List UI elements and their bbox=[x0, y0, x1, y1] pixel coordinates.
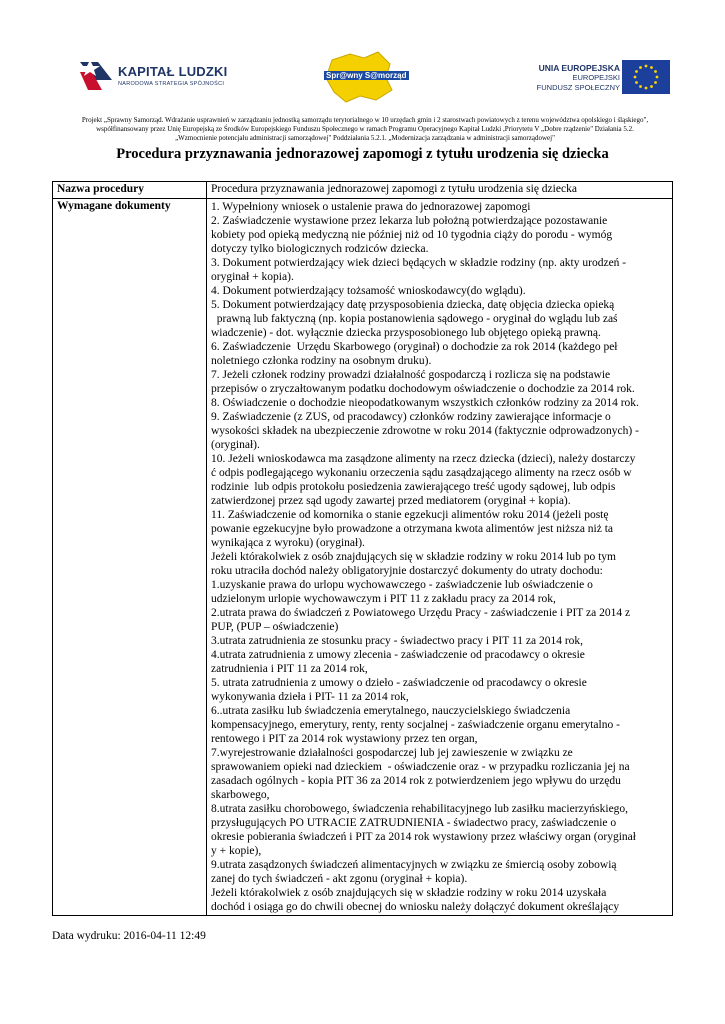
document-line: Jeżeli którakolwiek z osób znajdujących się w składzie rodziny w roku 2014 uzyskała bbox=[211, 887, 607, 899]
document-line: skarbowego, bbox=[211, 789, 270, 801]
table-row-name bbox=[53, 182, 673, 199]
document-line: ć odpis podlegającego wykonaniu orzeczenia sądu zasądzającego alimenty na rzecz osób w bbox=[211, 467, 632, 479]
eu-star-icon bbox=[634, 76, 637, 79]
document-line: oryginał + kopia). bbox=[211, 271, 294, 283]
document-line: okresie pobierania świadczeń i PIT za 2014 rok wystawiony przez właściwy organ (oryginał bbox=[211, 831, 636, 843]
document-line: dochód i osiąga go do chwili obecnej do wniosku należy dołączyć dokument określający bbox=[211, 901, 620, 913]
project-line-2: „Wzmocnienie potencjału administracji samorządowej" Poddziałania 5.2.1. „Modernizacja zarządzania w administracji samorządowej" bbox=[175, 134, 555, 142]
document-line: wynikająca z wyroku) (oryginał). bbox=[211, 537, 365, 549]
documents-list bbox=[207, 199, 673, 916]
document-line: 11. Zaświadczenie od komornika o stanie egzekucji alimentów roku 2014 (jeżeli postę bbox=[211, 509, 609, 521]
document-line: przysługujących PO UTRACIE ZATRUDNIENIA - świadectwo pracy, zaświadczenie o bbox=[211, 817, 617, 829]
header-logos bbox=[0, 50, 725, 110]
document-line: 1. Wypełniony wniosek o ustalenie prawa do jednorazowej zapomogi bbox=[211, 201, 531, 213]
eu-star-icon bbox=[650, 85, 653, 88]
sprawny-samorzad-label: Spr@wny S@morząd bbox=[326, 71, 407, 80]
document-line: kobiety pod opieką medyczną nie później niż od 10 tygodnia ciąży do porodu - wymóg bbox=[211, 229, 613, 241]
document-line: 6..utrata zasiłku lub świadczenia emerytalnego, nauczycielskiego świadczenia bbox=[211, 705, 571, 717]
procedure-table bbox=[52, 181, 673, 916]
eu-star-icon bbox=[639, 85, 642, 88]
document-line: 6. Zaświadczenie Urzędu Skarbowego (oryginał) o dochodzie za rok 2014 (każdego peł bbox=[211, 341, 618, 353]
eu-star-icon bbox=[639, 66, 642, 69]
eu-line-3: FUNDUSZ SPOŁECZNY bbox=[536, 83, 620, 92]
document-line: Jeżeli którakolwiek z osób znajdujących się w składzie rodziny w roku 2014 lub po tym bbox=[211, 551, 616, 563]
document-line: 5. Dokument potwierdzający datę przysposobienia dziecka, datę objęcia dziecka opieką bbox=[211, 299, 615, 311]
document-line: sprawowaniem opieki nad dzieckiem - oświadczenie oraz - w przypadku rozliczania jej na bbox=[211, 761, 630, 773]
eu-star-icon bbox=[635, 70, 638, 73]
document-line: prawną lub faktyczną (np. kopia postanowienia sądowego - oryginał do wglądu lub zaś bbox=[211, 313, 618, 325]
document-line: y + kopie), bbox=[211, 845, 262, 857]
row-label-name: Nazwa procedury bbox=[53, 182, 207, 199]
document-line: 5. utrata zatrudnienia z umowy o dzieło - zaświadczenie od pracodawcy o okresie bbox=[211, 677, 587, 689]
document-line: 3.utrata zatrudnienia ze stosunku pracy - świadectwo pracy i PIT 11 za 2014 rok, bbox=[211, 635, 584, 647]
table-row-documents bbox=[53, 199, 673, 916]
document-line: 7. Jeżeli członek rodziny prowadzi działalność gospodarczą i rozlicza się na podstawie bbox=[211, 369, 611, 381]
eu-star-icon bbox=[656, 76, 659, 79]
eu-star-icon bbox=[645, 87, 648, 90]
document-line: 8.utrata zasiłku chorobowego, świadczenia rehabilitacyjnego lub zasiłku macierzyńskiego, bbox=[211, 803, 629, 815]
eu-text bbox=[537, 63, 620, 93]
document-line: powanie egzekucyjne było prowadzone a otrzymana kwota alimentów jest niższa niż ta bbox=[211, 523, 614, 535]
document-line: 4. Dokument potwierdzający tożsamość wnioskodawcy(do wglądu). bbox=[211, 285, 526, 297]
eu-star-icon bbox=[654, 70, 657, 73]
document-line: wiadczenie) - dot. wyłącznie dziecka przysposobionego lub objętego opieką prawną. bbox=[211, 327, 601, 339]
document-line: kompensacyjnego, emerytury, renty, renty socjalnej - zaświadczenie organu emerytalno - bbox=[211, 719, 620, 731]
document-line: udzielonym urlopie wychowawczym i PIT 11 z zakładu pracy za 2014 rok, bbox=[211, 593, 556, 605]
eu-star-icon bbox=[645, 65, 648, 68]
document-line: wykonywania dzieła i PIT- 11 za 2014 rok, bbox=[211, 691, 409, 703]
kapital-ludzki-subtitle: NARODOWA STRATEGIA SPÓJNOŚCI bbox=[118, 81, 225, 87]
document-line: zatwierdzonej przez sąd ugody zawartej przed mediatorem (oryginał + kopia). bbox=[211, 495, 571, 507]
document-line: wysokości składek na ubezpieczenie zdrowotne w roku 2014 (faktycznie odprowadzonych) - bbox=[211, 425, 639, 437]
document-line: zanej do tych świadczeń - akt zgonu (oryginał + kopia). bbox=[211, 873, 468, 885]
sprawny-samorzad-logo bbox=[320, 50, 407, 105]
eu-star-icon bbox=[650, 66, 653, 69]
document-line: noletniego członka rodziny na osobnym druku). bbox=[211, 355, 432, 367]
document-line: 3. Dokument potwierdzający wiek dzieci będących w składzie rodziny (np. akty urodzeń - bbox=[211, 257, 627, 269]
document-line: 9.utrata zasądzonych świadczeń alimentacyjnych w związku ze śmiercią osoby zobowią bbox=[211, 859, 617, 871]
eu-star-icon bbox=[635, 81, 638, 84]
document-line: 7.wyrejestrowanie działalności gospodarczej lub jej zawieszenie w związku ze bbox=[211, 747, 573, 759]
document-line: PUP, (PUP – oświadczenie) bbox=[211, 621, 339, 633]
document-line: roku utraciła dochód należy obligatoryjnie dostarczyć dokumenty do utraty dochodu: bbox=[211, 565, 603, 577]
eu-logo bbox=[528, 60, 678, 100]
document-line: dotyczy tylko biologicznych rodziców dziecka. bbox=[211, 243, 429, 255]
eu-line-1: UNIA EUROPEJSKA bbox=[538, 63, 620, 73]
print-date: Data wydruku: 2016-04-11 12:49 bbox=[52, 930, 206, 942]
project-description bbox=[70, 116, 660, 143]
document-line: 9. Zaświadczenie (z ZUS, od pracodawcy) członków rodziny zawierające informacje o bbox=[211, 411, 611, 423]
project-line-1: Projekt „Sprawny Samorząd. Wdrażanie usprawnień w zarządzaniu jednostką samorządu terytorialnego w 10 urzędach gmin i 2 starostwach powiatowych z terenu województwa opolskiego i śląskiego", współfinansowany przez Unię Europejską ze Środków Europejskiego Funduszu Społecznego w ramach Programu Operacyjnego Kapitał Ludzki ,Priorytetu V „Dobre rządzenie" Działania 5.2. bbox=[81, 116, 649, 133]
document-line: (oryginał). bbox=[211, 439, 260, 451]
document-line: 1.uzyskanie prawa do urlopu wychowawczego - zaświadczenie lub oświadczenie o bbox=[211, 579, 593, 591]
row-value-name: Procedura przyznawania jednorazowej zapomogi z tytułu urodzenia się dziecka bbox=[207, 182, 673, 199]
document-line: 2. Zaświadczenie wystawione przez lekarza lub położną potwierdzające pozostawanie bbox=[211, 215, 608, 227]
document-line: rodzinie lub odpis protokołu posiedzenia zawierającego treść ugody sądowej, lub odpis bbox=[211, 481, 616, 493]
document-line: przepisów o zryczałtowanym podatku dochodowym oświadczenie o dochodzie za 2014 rok. bbox=[211, 383, 635, 395]
eu-line-2: EUROPEJSKI bbox=[572, 73, 620, 82]
document-line: 4.utrata zatrudnienia z umowy zlecenia - zaświadczenie od pracodawcy o okresie bbox=[211, 649, 585, 661]
page-title: Procedura przyznawania jednorazowej zapomogi z tytułu urodzenia się dziecka bbox=[116, 146, 609, 162]
document-line: zasadach ogólnych - kopia PIT 36 za 2014 rok z potwierdzeniem jego wpływu do urzędu bbox=[211, 775, 621, 787]
kapital-ludzki-logo bbox=[78, 58, 253, 98]
eu-star-icon bbox=[654, 81, 657, 84]
document-line: 2.utrata prawa do świadczeń z Powiatowego Urzędu Pracy - zaświadczenie i PIT za 2014 z bbox=[211, 607, 631, 619]
document-line: rentowego i PIT za 2014 rok wystawiony przez ten organ, bbox=[211, 733, 478, 745]
documents-lines bbox=[211, 200, 668, 914]
document-line: zatrudnienia i PIT 11 za 2014 rok, bbox=[211, 663, 368, 675]
kapital-ludzki-emblem bbox=[78, 58, 114, 94]
kapital-ludzki-title: KAPITAŁ LUDZKI bbox=[118, 64, 228, 79]
eu-flag-icon bbox=[622, 60, 670, 94]
document-line: 10. Jeżeli wnioskodawca ma zasądzone alimenty na rzecz dziecka (dzieci), należy dostarczy bbox=[211, 453, 636, 465]
row-label-documents: Wymagane dokumenty bbox=[53, 199, 207, 916]
document-line: 8. Oświadczenie o dochodzie nieopodatkowanym wszystkich członków rodziny za 2014 rok. bbox=[211, 397, 639, 409]
